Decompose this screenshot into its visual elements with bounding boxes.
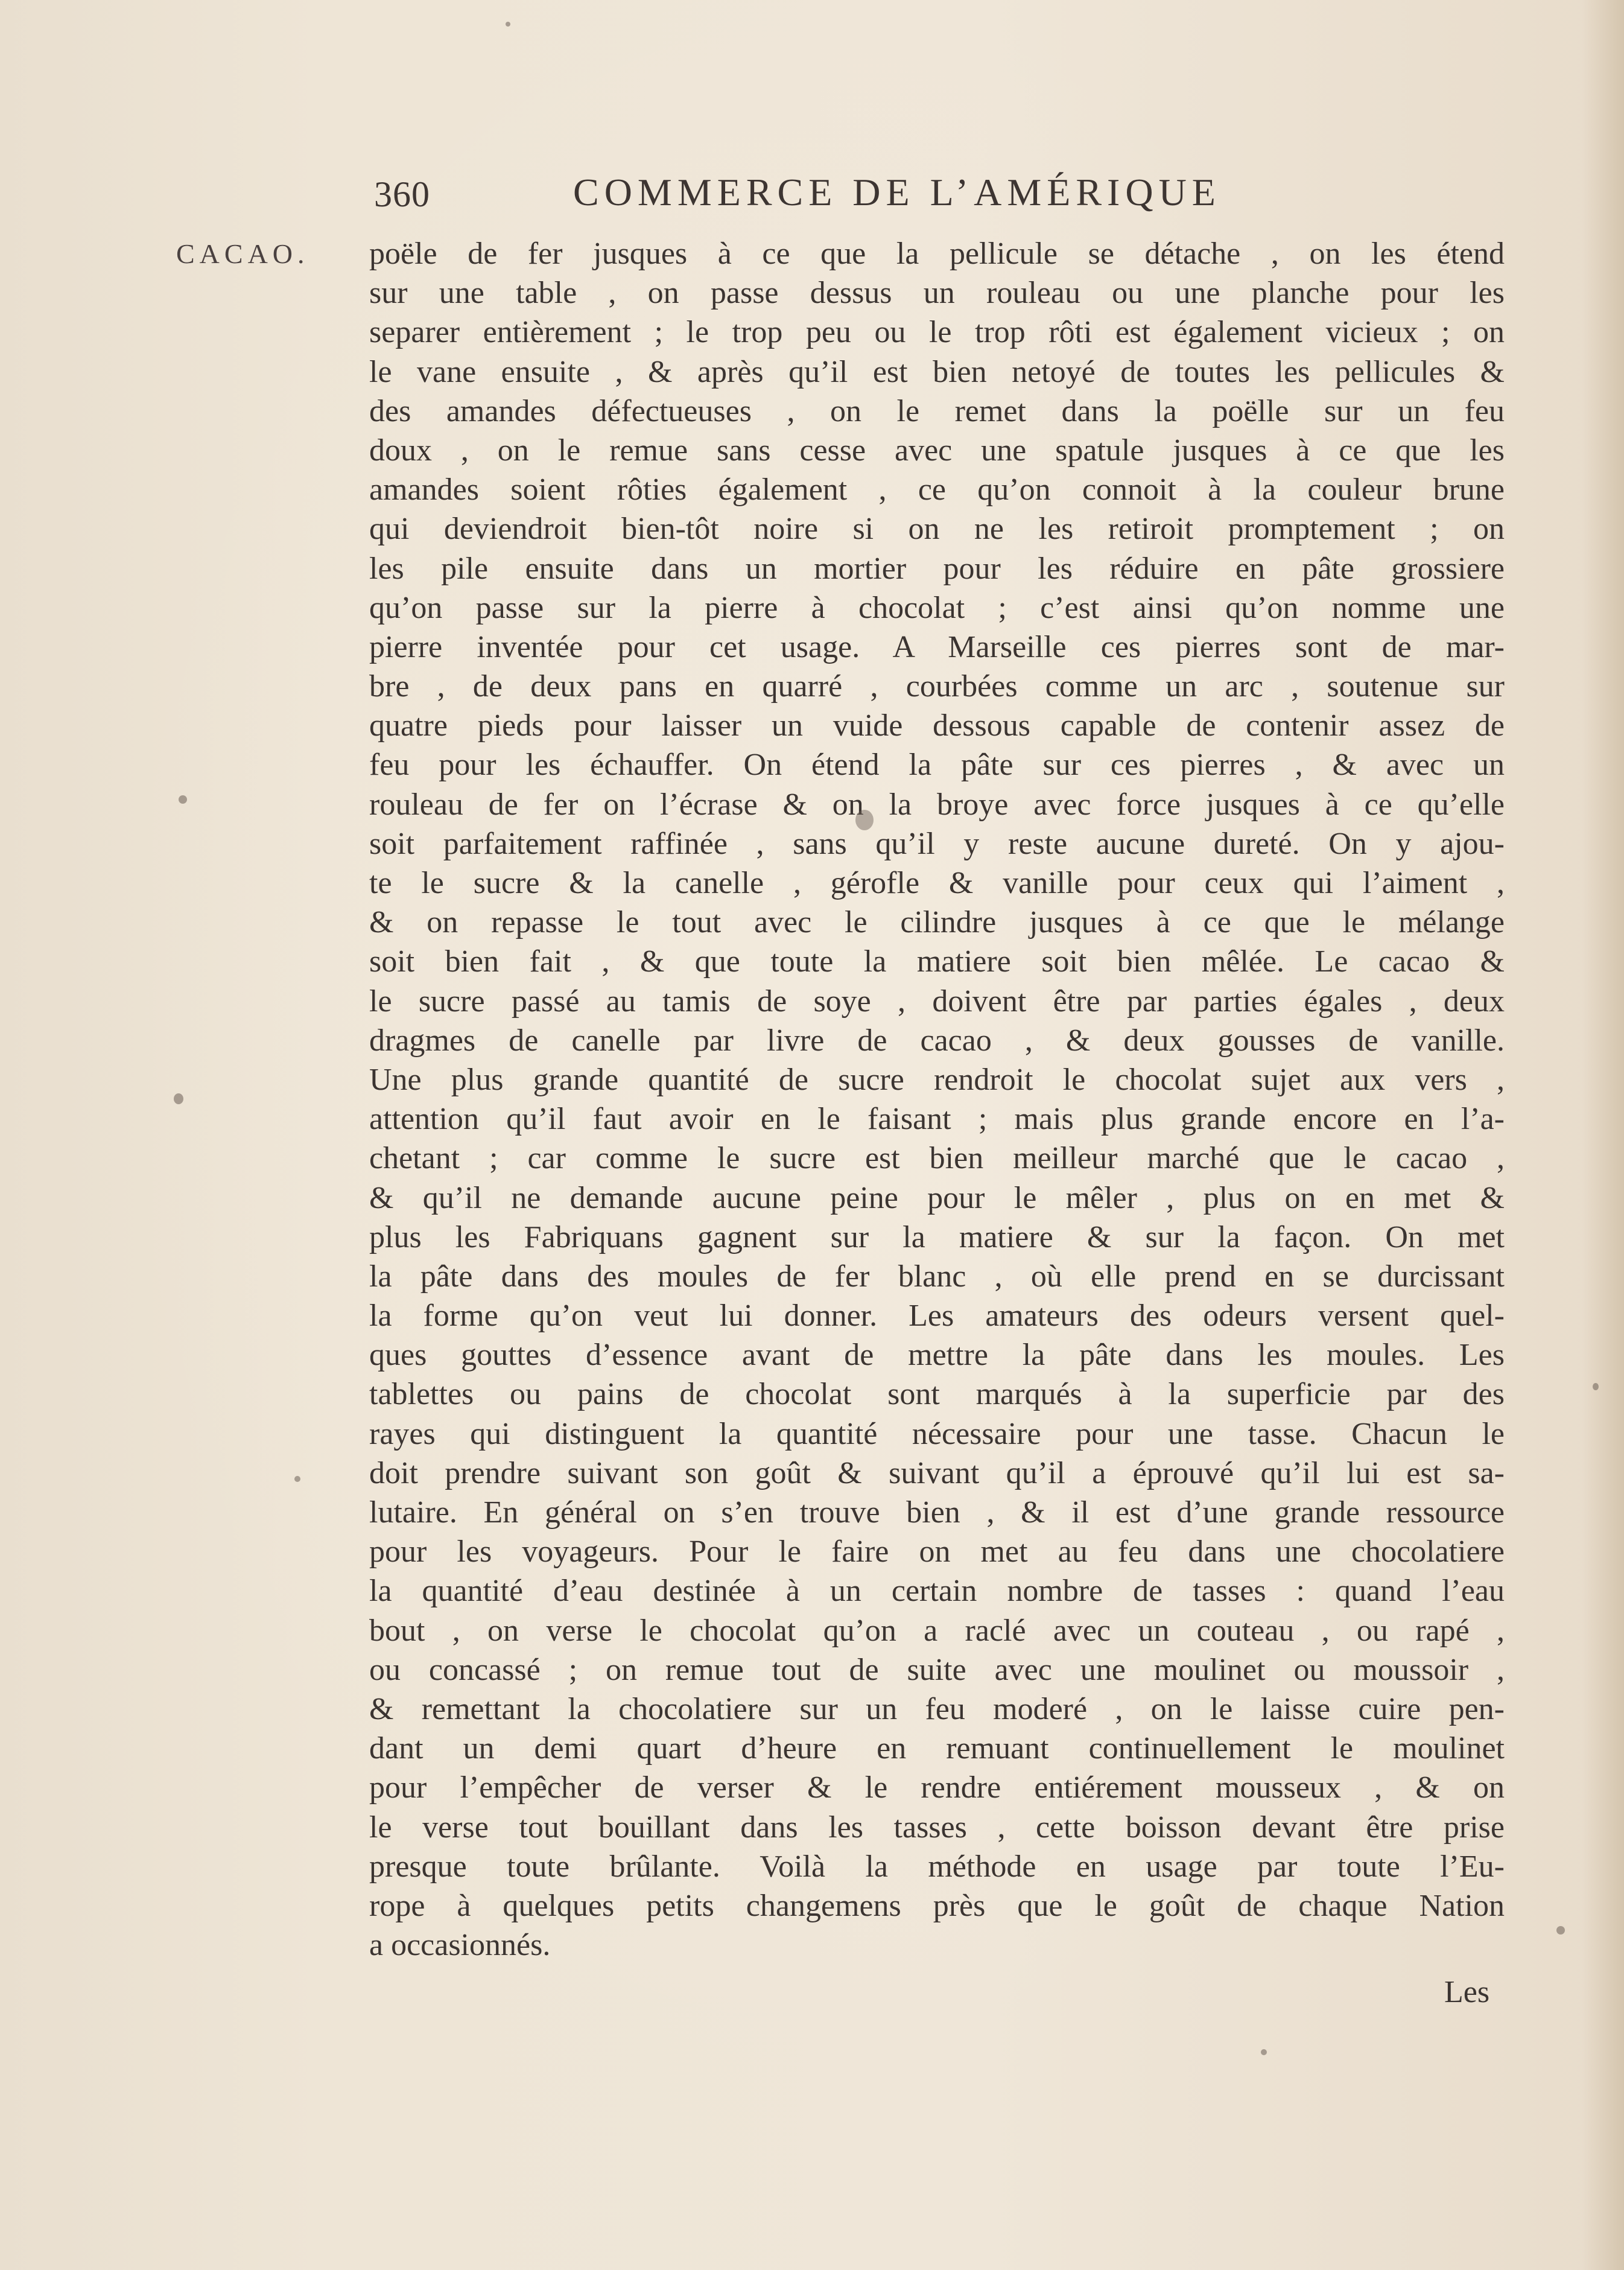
text-line: ques gouttes d’essence avant de mettre la pâte dans les moules. Les [369, 1338, 1505, 1373]
text-line: dragmes de canelle par livre de cacao , & deux gousses de vanille. [369, 1023, 1505, 1058]
text-line: pour l’empêcher de verser & le rendre entiérement mousseux , & on [369, 1770, 1505, 1805]
text-line: rouleau de fer on l’écrase & on la broye avec force jusques à ce qu’elle [369, 787, 1505, 822]
text-line: feu pour les échauffer. On étend la pâte sur ces pierres , & avec un [369, 748, 1505, 783]
text-line: doit prendre suivant son goût & suivant qu’il a éprouvé qu’il lui est sa- [369, 1455, 1505, 1490]
page-edge-shadow [1582, 0, 1624, 2270]
text-line: lutaire. En général on s’en trouve bien , & il est d’une grande ressource [369, 1495, 1505, 1530]
running-title: COMMERCE DE L’AMÉRIQUE [573, 171, 1221, 214]
page-number: 360 [374, 174, 430, 214]
text-line: rayes qui distinguent la quantité nécessaire pour une tasse. Chacun le [369, 1416, 1505, 1451]
text-line: la quantité d’eau destinée à un certain nombre de tasses : quand l’eau [369, 1574, 1505, 1609]
text-line: chetant ; car comme le sucre est bien meilleur marché que le cacao , [369, 1141, 1505, 1176]
text-line: le vane ensuite , & après qu’il est bien netoyé de toutes les pellicules & [369, 354, 1505, 389]
text-line: tablettes ou pains de chocolat sont marqués à la superficie par des [369, 1377, 1505, 1412]
paper-speck [1556, 1926, 1565, 1935]
text-line: presque toute brûlante. Voilà la méthode en usage par toute l’Eu- [369, 1849, 1505, 1884]
margin-note: CACAO. [176, 238, 309, 269]
text-line: bre , de deux pans en quarré , courbées comme un arc , soutenue sur [369, 669, 1505, 704]
text-line: & remettant la chocolatiere sur un feu moderé , on le laisse cuire pen- [369, 1691, 1505, 1726]
text-line: bout , on verse le chocolat qu’on a raclé avec un couteau , ou rapé , [369, 1613, 1505, 1648]
paper-speck [294, 1476, 300, 1482]
paper-speck [179, 795, 187, 804]
text-line: soit parfaitement raffinée , sans qu’il y reste aucune dureté. On y ajou- [369, 826, 1505, 861]
text-line: plus les Fabriquans gagnent sur la matiere & sur la façon. On met [369, 1219, 1505, 1254]
text-line: a occasionnés. [369, 1928, 551, 1963]
text-line: te le sucre & la canelle , gérofle & vanille pour ceux qui l’aiment , [369, 866, 1505, 900]
text-line: & on repasse le tout avec le cilindre jusques à ce que le mélange [369, 905, 1505, 940]
catchword: Les [1444, 1975, 1490, 2009]
text-line: pierre inventée pour cet usage. A Marseille ces pierres sont de mar- [369, 629, 1505, 664]
text-line: quatre pieds pour laisser un vuide dessous capable de contenir assez de [369, 708, 1505, 743]
text-line: la pâte dans des moules de fer blanc , où elle prend en se durcissant [369, 1259, 1505, 1294]
text-line: qu’on passe sur la pierre à chocolat ; c’est ainsi qu’on nomme une [369, 590, 1505, 625]
text-line: dant un demi quart d’heure en remuant continuellement le moulinet [369, 1731, 1505, 1766]
text-line: doux , on le remue sans cesse avec une spatule jusques à ce que les [369, 433, 1505, 468]
text-line: la forme qu’on veut lui donner. Les amateurs des odeurs versent quel- [369, 1299, 1505, 1334]
text-line: des amandes défectueuses , on le remet dans la poëlle sur un feu [369, 393, 1505, 428]
text-line: sur une table , on passe dessus un rouleau ou une planche pour les [369, 276, 1505, 311]
paper-speck [1593, 1383, 1599, 1390]
text-line: qui deviendroit bien-tôt noire si on ne les retiroit promptement ; on [369, 512, 1505, 547]
text-line: & qu’il ne demande aucune peine pour le mêler , plus on en met & [369, 1180, 1505, 1215]
text-line: separer entièrement ; le trop peu ou le trop rôti est également vicieux ; on [369, 315, 1505, 350]
paper-speck [506, 22, 510, 27]
text-line: le sucre passé au tamis de soye , doivent être par parties égales , deux [369, 984, 1505, 1019]
text-line: les pile ensuite dans un mortier pour les réduire en pâte grossiere [369, 551, 1505, 586]
text-line: le verse tout bouillant dans les tasses , cette boisson devant être prise [369, 1810, 1505, 1845]
text-line: pour les voyageurs. Pour le faire on met au feu dans une chocolatiere [369, 1534, 1505, 1569]
paper-speck [174, 1093, 183, 1104]
text-line: rope à quelques petits changemens près que le goût de chaque Nation [369, 1888, 1505, 1923]
text-line: soit bien fait , & que toute la matiere soit bien mêlée. Le cacao & [369, 944, 1505, 979]
paper-speck [1261, 2049, 1267, 2055]
text-line: ou concassé ; on remue tout de suite avec une moulinet ou moussoir , [369, 1652, 1505, 1687]
page-header [374, 170, 1363, 218]
text-line: attention qu’il faut avoir en le faisant ; mais plus grande encore en l’a- [369, 1102, 1505, 1137]
text-line: amandes soient rôties également , ce qu’on connoit à la couleur brune [369, 472, 1505, 507]
text-line: poële de fer jusques à ce que la pellicule se détache , on les étend [369, 237, 1505, 271]
paper-speck [855, 810, 874, 830]
text-line: Une plus grande quantité de sucre rendroit le chocolat sujet aux vers , [369, 1062, 1505, 1097]
body-text [369, 234, 1505, 1965]
